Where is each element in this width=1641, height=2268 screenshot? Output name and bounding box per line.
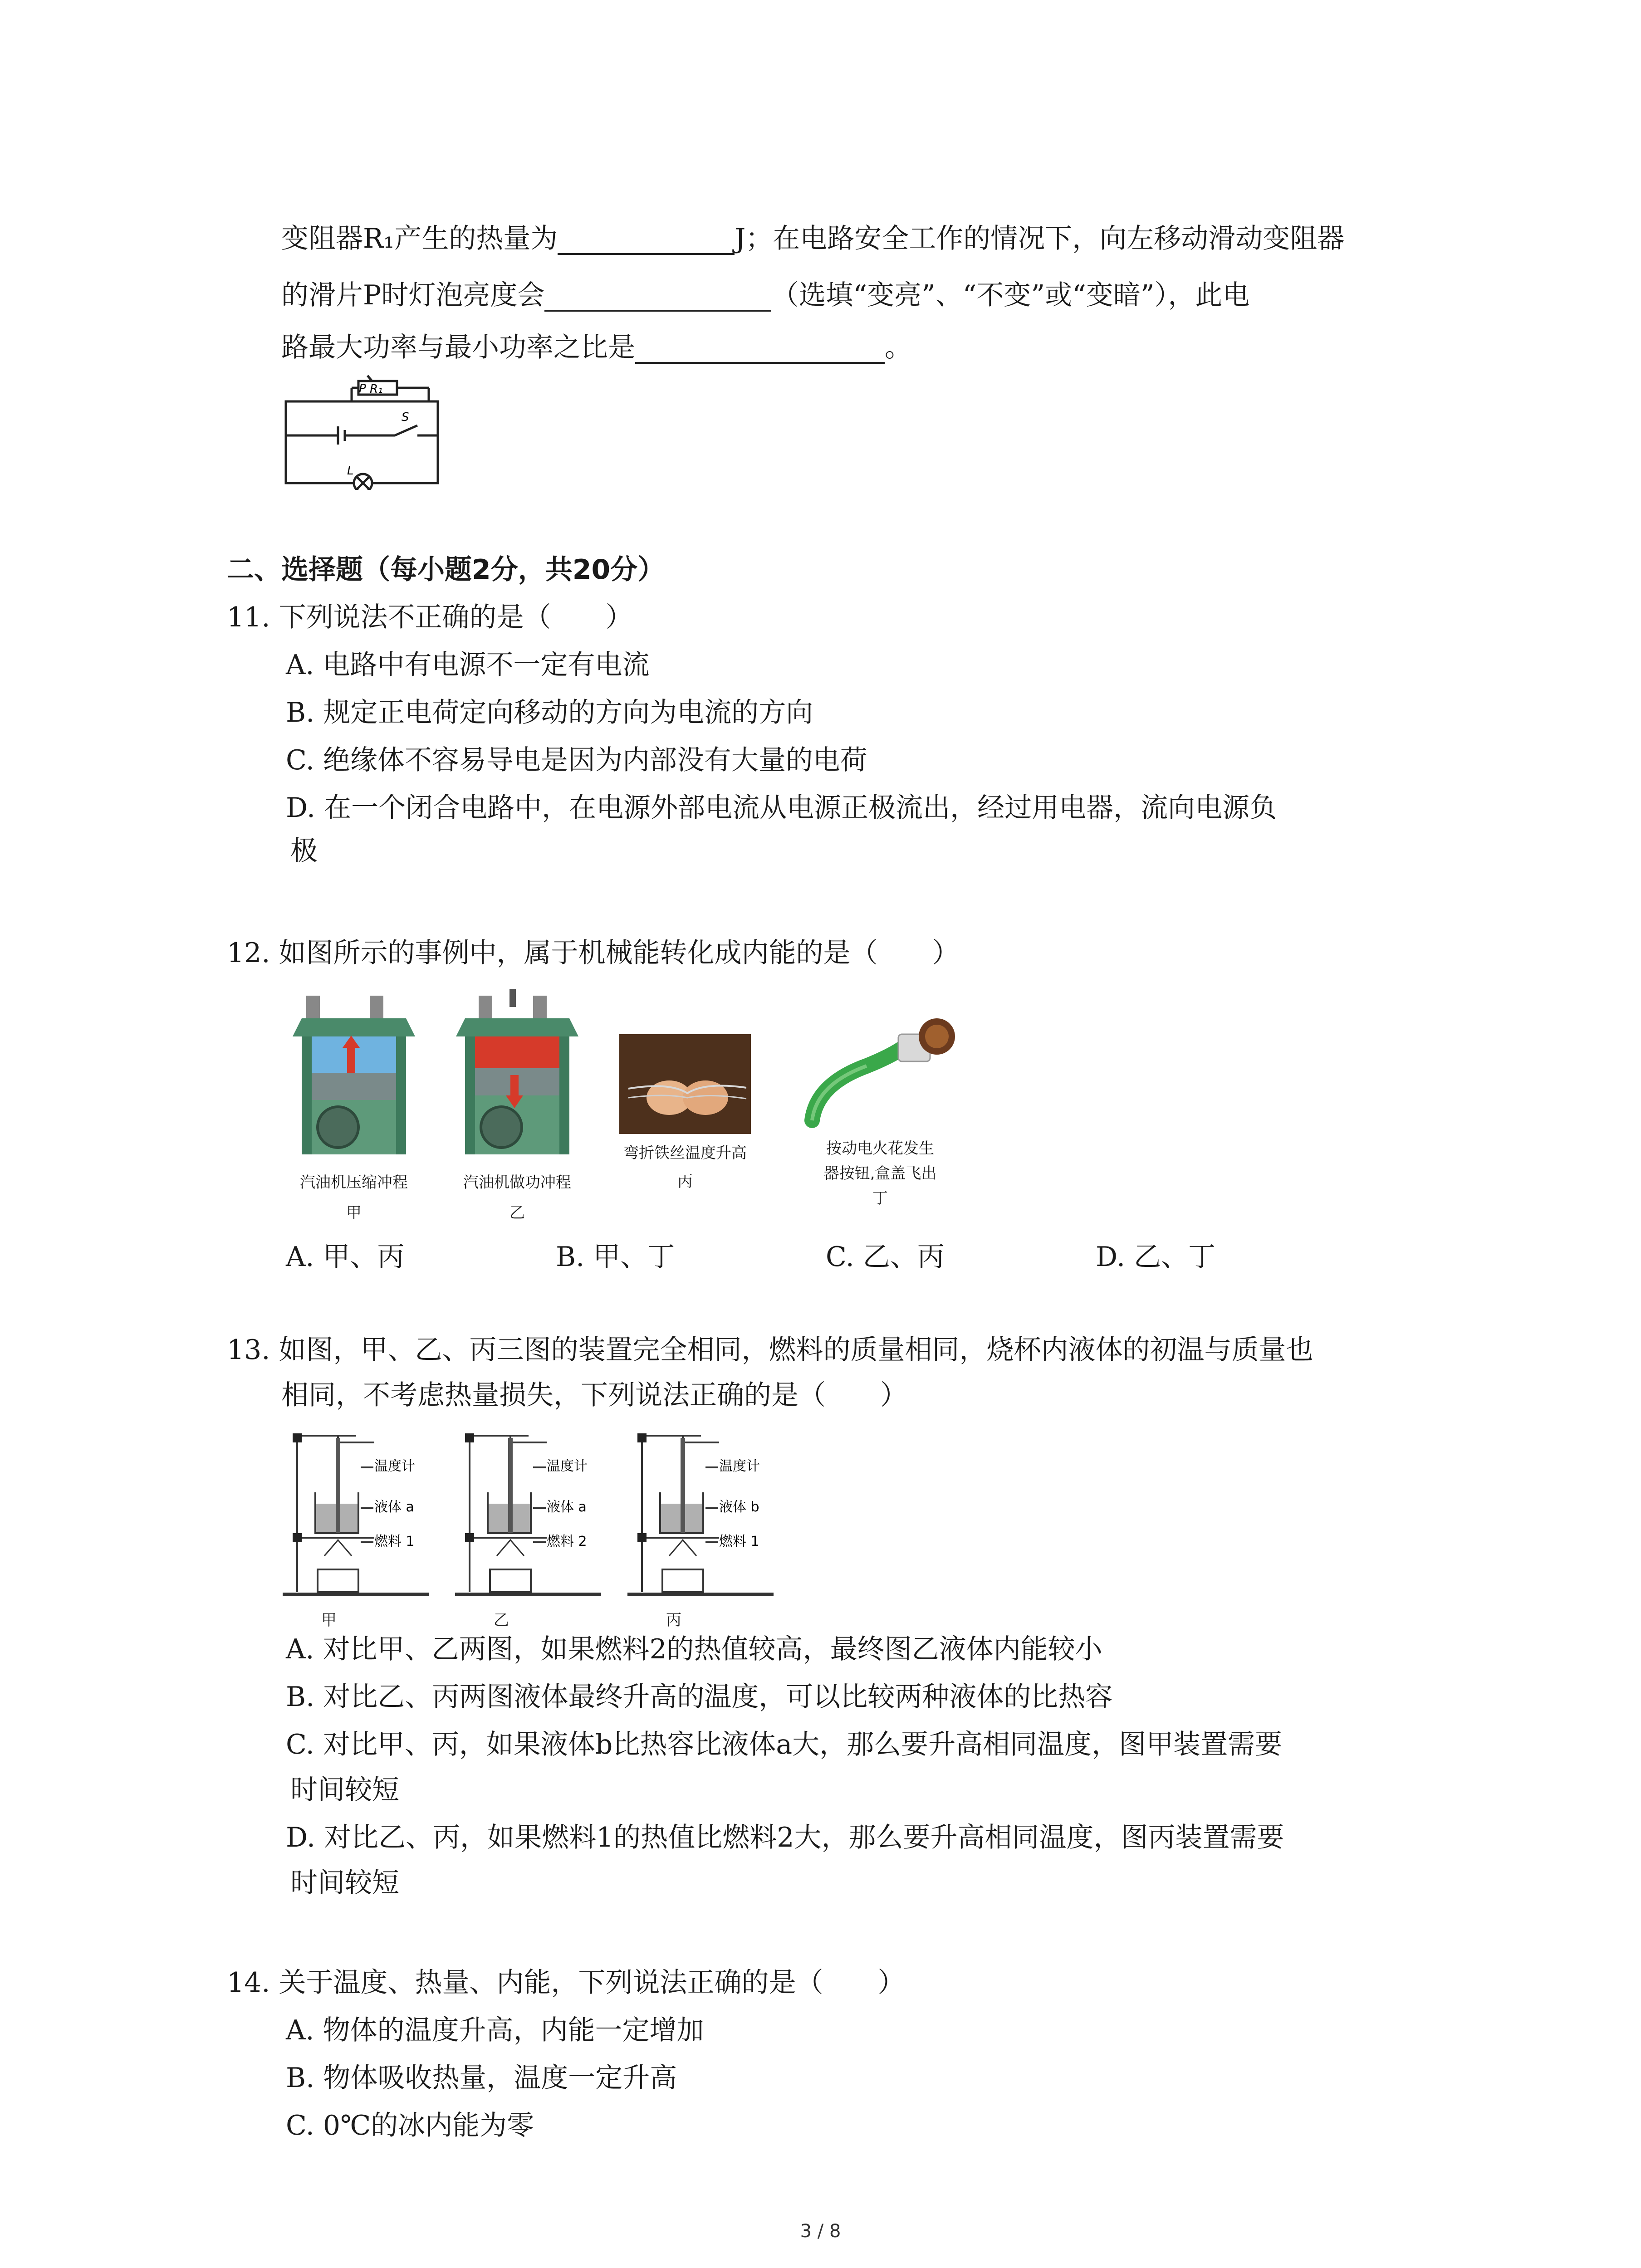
q10-line3 xyxy=(281,331,912,364)
q13-option-d[interactable]: D. 对比乙、丙，如果燃料1的热值比燃料2大，那么要升高相同温度，图丙装置需要 xyxy=(286,1822,1284,1853)
q13-tag-jia: 甲 xyxy=(321,1611,337,1629)
q10-line1 xyxy=(281,222,1344,255)
label-thermometer: 温度计 xyxy=(547,1458,588,1474)
q12-tag-jia: 甲 xyxy=(346,1204,362,1222)
q10-line1-text-a: 变阻器R₁产生的热量为 xyxy=(281,223,558,254)
answer-blank-heat[interactable] xyxy=(558,226,735,255)
q12-option-c[interactable]: C. 乙、丙 xyxy=(826,1241,945,1273)
label-fuel: 燃料 1 xyxy=(719,1534,759,1549)
q11-option-c[interactable]: C. 绝缘体不容易导电是因为内部没有大量的电荷 xyxy=(286,744,867,776)
q13-setup-jia xyxy=(279,1424,451,1630)
q11-option-a[interactable]: A. 电路中有电源不一定有电流 xyxy=(286,649,650,681)
q12-caption-bing: 弯折铁丝温度升高 xyxy=(623,1144,747,1162)
q13-setup-yi xyxy=(451,1424,624,1630)
circuit-label-p: P xyxy=(359,382,366,396)
label-liquid: 液体 a xyxy=(374,1499,414,1515)
q13-tag-bing: 丙 xyxy=(666,1611,681,1629)
engine-power-illustration xyxy=(442,987,592,1168)
q12-option-b[interactable]: B. 甲、丁 xyxy=(556,1241,675,1273)
answer-blank-brightness[interactable] xyxy=(544,283,771,312)
heating-apparatus-yi xyxy=(451,1424,624,1606)
q12-figure-yi xyxy=(442,987,592,1222)
spark-generator-illustration xyxy=(798,1016,962,1134)
q14-option-a[interactable]: A. 物体的温度升高，内能一定增加 xyxy=(286,2014,704,2046)
label-fuel: 燃料 1 xyxy=(374,1534,415,1549)
circuit-label-r1: R₁ xyxy=(370,382,383,396)
engine-compression-illustration xyxy=(279,987,429,1168)
q10-line3-text-b: 。 xyxy=(885,332,912,363)
circuit-label-l: L xyxy=(347,464,354,478)
q11-option-b[interactable]: B. 规定正电荷定向移动的方向为电流的方向 xyxy=(286,697,813,728)
q13-stem-line1: 13. 如图，甲、乙、丙三图的装置完全相同，燃料的质量相同，烧杯内液体的初温与质量也 xyxy=(227,1334,1313,1366)
q13-tag-yi: 乙 xyxy=(494,1611,509,1629)
q13-stem-line2: 相同，不考虑热量损失，下列说法正确的是（ ） xyxy=(281,1379,907,1411)
q12-caption-ding-1: 按动电火花发生 xyxy=(826,1139,934,1158)
q13-option-a[interactable]: A. 对比甲、乙两图，如果燃料2的热值较高，最终图乙液体内能较小 xyxy=(286,1633,1102,1665)
q12-figure-bing xyxy=(610,1030,760,1191)
q13-option-d-cont: 时间较短 xyxy=(290,1867,399,1899)
q10-line3-text-a: 路最大功率与最小功率之比是 xyxy=(281,332,635,363)
q12-option-a[interactable]: A. 甲、丙 xyxy=(286,1241,405,1273)
label-liquid: 液体 b xyxy=(719,1499,759,1515)
q13-option-c[interactable]: C. 对比甲、丙，如果液体b比热容比液体a大，那么要升高相同温度，图甲装置需要 xyxy=(286,1729,1283,1760)
page-number: 3 / 8 xyxy=(800,2221,841,2242)
label-liquid: 液体 a xyxy=(547,1499,587,1515)
q12-caption-ding-2: 器按钮,盒盖飞出 xyxy=(823,1164,937,1183)
q12-caption-yi: 汽油机做功冲程 xyxy=(463,1173,571,1192)
q10-line1-text-b: J；在电路安全工作的情况下，向左移动滑动变阻器 xyxy=(735,223,1345,254)
q12-tag-ding: 丁 xyxy=(872,1189,888,1207)
q11-option-d[interactable]: D. 在一个闭合电路中，在电源外部电流从电源正极流出，经过用电器，流向电源负 xyxy=(286,792,1277,824)
q13-setup-bing xyxy=(624,1424,796,1630)
q12-tag-bing: 丙 xyxy=(677,1173,693,1191)
label-thermometer: 温度计 xyxy=(719,1458,760,1474)
q14-option-b[interactable]: B. 物体吸收热量，温度一定升高 xyxy=(286,2062,677,2094)
q12-figure-jia xyxy=(279,987,429,1222)
q11-option-d-cont: 极 xyxy=(290,835,318,867)
q12-option-d[interactable]: D. 乙、丁 xyxy=(1096,1241,1216,1273)
q12-figure-ding xyxy=(798,1016,962,1208)
q12-stem: 12. 如图所示的事例中，属于机械能转化成内能的是（ ） xyxy=(227,937,960,969)
circuit-label-s: S xyxy=(402,411,409,424)
q14-stem: 14. 关于温度、热量、内能，下列说法正确的是（ ） xyxy=(227,1967,905,1999)
q12-tag-yi: 乙 xyxy=(509,1204,525,1222)
q13-option-c-cont: 时间较短 xyxy=(290,1774,399,1806)
q10-line2-text-b: （选填“变亮”、“不变”或“变暗”），此电 xyxy=(771,279,1250,311)
q13-option-b[interactable]: B. 对比乙、丙两图液体最终升高的温度，可以比较两种液体的比热容 xyxy=(286,1681,1113,1713)
label-fuel: 燃料 2 xyxy=(547,1534,587,1549)
q14-option-c[interactable]: C. 0℃的冰内能为零 xyxy=(286,2110,534,2141)
label-thermometer: 温度计 xyxy=(374,1458,415,1474)
answer-blank-ratio[interactable] xyxy=(635,335,885,364)
circuit-diagram xyxy=(279,372,442,490)
q11-stem: 11. 下列说法不正确的是（ ） xyxy=(227,601,633,633)
heating-apparatus-jia xyxy=(279,1424,451,1606)
q10-line2 xyxy=(281,279,1249,312)
section-title: 二、选择题（每小题2分，共20分） xyxy=(227,554,665,586)
q12-caption-jia: 汽油机压缩冲程 xyxy=(300,1173,408,1192)
heating-apparatus-bing xyxy=(624,1424,796,1606)
bending-wire-photo xyxy=(610,1030,760,1139)
q10-line2-text-a: 的滑片P时灯泡亮度会 xyxy=(281,279,545,311)
